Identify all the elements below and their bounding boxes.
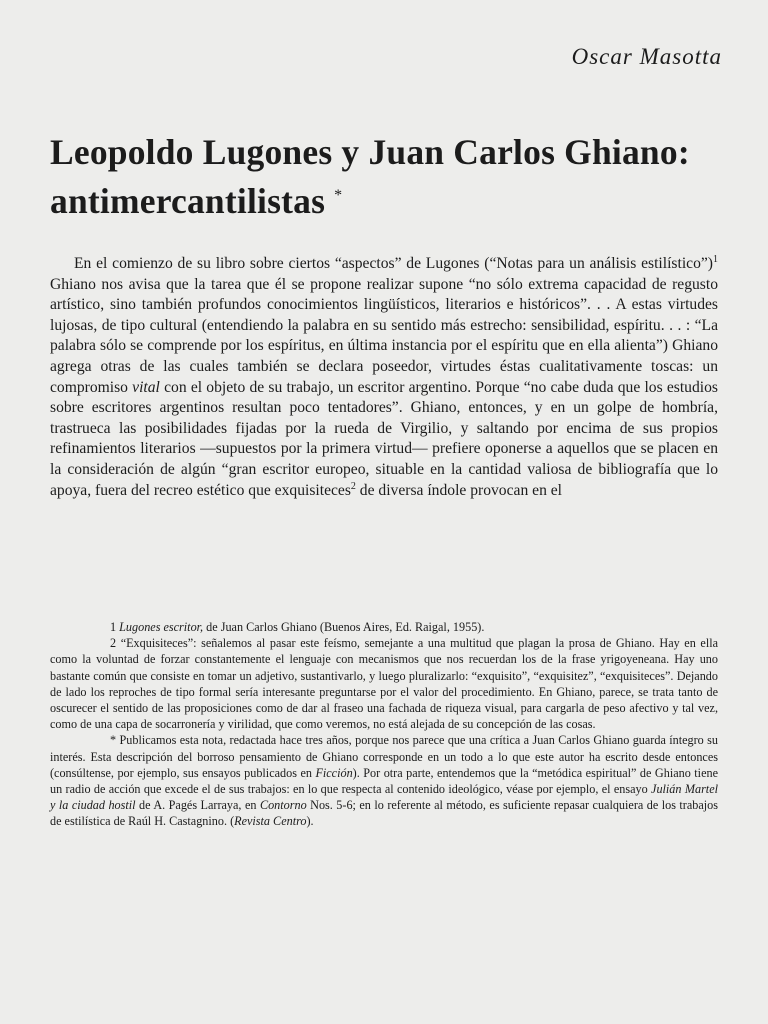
footnote-1-book-title: Lugones escritor, — [119, 620, 204, 634]
footnote-3-contorno: Contorno — [259, 798, 307, 813]
title-footnote-mark: * — [334, 187, 343, 204]
footnotes — [50, 619, 718, 830]
footnote-3-ficcion: Ficción — [315, 765, 353, 780]
footnote-3-part-e: ). — [306, 814, 314, 829]
footnote-1-text: de Juan Carlos Ghiano (Buenos Aires, Ed. Raigal, 1955). — [203, 620, 485, 634]
footnote-3-asterisk: * — [110, 733, 117, 748]
footnote-3-part-d: Nos. 5-6; en lo referente al método, es suficiente repasar cualquiera de los trabajos de estilística de Raúl H. Castagnino. ( — [50, 798, 719, 829]
footnote-3-essay-title: Julián Martel y la ciudad hostil — [50, 782, 718, 813]
article-title — [50, 130, 730, 223]
author-name: Oscar Masotta — [571, 44, 722, 69]
footnote-1-number: 1 — [110, 620, 117, 634]
footnote-3-part-c: de A. Pagés Larraya, en — [135, 798, 260, 813]
footnote-3-part-a: Publicamos esta nota, redactada hace tres años, porque nos parece que una crítica a Juan Carlos Ghiano guarda íntegro su interés. Esta descripción del borroso pensamiento de Ghiano corresponde en un todo a lo que este autor ha escrito desde entonces (consúltense, por ejemplo, sus ensayos publicados en — [50, 733, 718, 780]
footnote-1 — [50, 619, 718, 635]
footnote-ref-2: 2 — [350, 480, 356, 492]
article-body-paragraph — [50, 254, 718, 501]
article-title-text: Leopoldo Lugones y Juan Carlos Ghiano: antimercantilistas — [50, 132, 690, 221]
footnote-2-number: 2 — [110, 636, 117, 651]
body-part-4: de diversa índole provocan en el — [355, 481, 563, 499]
body-vital-word: vital — [132, 378, 160, 396]
body-part-1: En el comienzo de su libro sobre ciertos “aspectos” de Lugones (“Notas para un análisis estilístico”) — [74, 255, 713, 272]
footnote-3-revista: Revista Centro — [234, 814, 307, 829]
footnote-ref-1: 1 — [713, 253, 718, 265]
footnote-2-text: “Exquisiteces”: señalemos al pasar este feísmo, semejante a una multitud que plagan la prosa de Ghiano. Hay en ella como la voluntad de forzar constantemente el lenguaje con mecanismos que nos recuerdan los de la frase yrigoyeneana. Hay uno bastante común que consiste en tomar un adjetivo, sustantivarlo, y luego pluralizarlo: “exquisito”, “exquisitez”, “exquisiteces”. Dejando de lado los reproches de tipo formal sería interesante preguntarse por el valor del procedimiento. En Ghiano, parece, se trata tanto de oscurecer el sentido de las proposiciones como de dar al fraseo una fachada de riqueza visual, para cargarla de peso afectivo y tal vez, como de una capa de socarronería y virilidad, que como veremos, no está alejada de su concepción de las cosas. — [50, 636, 718, 732]
footnote-3-part-b: ). Por otra parte, entendemos que la “metódica espiritual” de Ghiano tiene un radio de acción que excede el de sus trabajos: en lo que respecta al contenido ideológico, véase por ejemplo, el ensayo — [50, 765, 718, 797]
footnote-3 — [50, 732, 718, 829]
footnote-2 — [50, 635, 718, 732]
body-part-2: Ghiano nos avisa que la tarea que él se propone realizar supone “no sólo extrema capacidad de regusto artístico, sino también profundos conocimientos lingüísticos, literarios e históricos”. . . A estas virtudes lujosas, de tipo cultural (entendiendo la palabra en su sentido más estrecho: sensibilidad, espíritu. . . : “La palabra sólo se comprende por los espíritus, en última instancia por el espíritu que en ella alienta”) Ghiano agrega otras de las cuales también se declara poseedor, virtudes éstas cualitativamente toscas: un compromiso — [50, 275, 718, 396]
body-part-3: con el objeto de su trabajo, un escritor argentino. Porque “no cabe duda que los estudios sobre escritores argentinos resultan poco tentadores”. Ghiano, entonces, y en un golpe de hombría, trastrueca las posibilidades fijadas por la rueda de Virgilio, y saltando por encima de sus propios refinamientos literarios —supuestos por la primera virtud— prefiere oponerse a aquellos que se placen en la consideración de algún “gran escritor europeo, situable en la cantidad valiosa de bibliografía que lo apoya, fuera del recreo estético que exquisiteces — [50, 378, 718, 499]
